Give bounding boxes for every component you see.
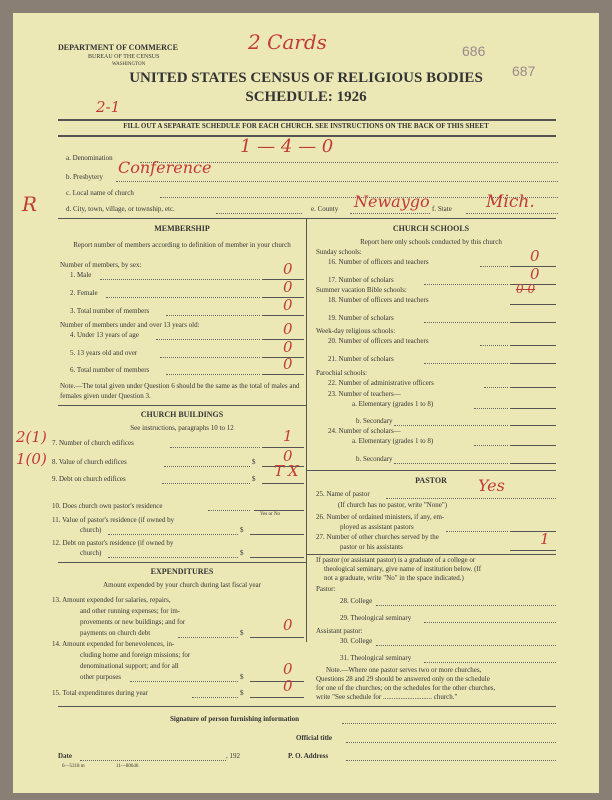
q2-dots	[106, 297, 260, 298]
header-rule-top	[58, 119, 556, 121]
instruction-line: FILL OUT A SEPARATE SCHEDULE FOR EACH CHURCH. SEE INSTRUCTIONS ON THE BACK OF THIS SHEET	[123, 122, 489, 130]
q3-value: 0	[283, 296, 293, 314]
q26-label-cont: ployed as assistant pastors	[340, 523, 414, 531]
by-sex-label: Number of members, by sex:	[60, 261, 142, 269]
q10-dots	[208, 510, 250, 511]
county-line	[350, 213, 430, 214]
q7-label: 7. Number of church edifices	[52, 439, 134, 447]
date-line	[80, 760, 226, 761]
q21-dots	[424, 363, 508, 364]
q24b-dots	[394, 463, 508, 464]
q12-label: 12. Debt on pastor's residence (if owned by	[52, 539, 174, 547]
q4-dots	[156, 339, 260, 340]
q15-value: 0	[283, 677, 293, 695]
q1-value: 0	[283, 260, 293, 278]
q28-label: 28. College	[340, 597, 373, 605]
body-top-rule	[58, 218, 556, 219]
pastor-title: PASTOR	[415, 476, 447, 485]
column-divider	[306, 218, 307, 642]
q5-value: 0	[283, 338, 293, 356]
q25-note: (If church has no pastor, write "None")	[338, 501, 448, 509]
q24-label: 24. Number of scholars—	[328, 427, 401, 435]
q11-label-cont: church)	[80, 526, 102, 534]
pastor-note-1: Note.—Where one pastor serves two or more churches,	[326, 666, 482, 674]
q15-dots	[192, 697, 238, 698]
q4-label: 4. Under 13 years of age	[70, 331, 139, 339]
q16-label: 16. Number of officers and teachers	[328, 258, 429, 266]
dept-label: DEPARTMENT OF COMMERCE	[58, 43, 179, 52]
q23b-answer-line	[510, 425, 556, 426]
q30-label: 30. College	[340, 637, 373, 645]
q9-dollar: $	[252, 475, 256, 483]
q20-dots	[480, 345, 508, 346]
q7-value: 1	[283, 427, 293, 445]
q23b-dots	[394, 425, 508, 426]
schools-bottom-rule	[306, 470, 556, 471]
membership-title: MEMBERSHIP	[154, 224, 210, 233]
state-label: f. State	[432, 205, 452, 213]
pastor-note-2: Questions 28 and 29 should be answered only on the schedule	[316, 675, 490, 683]
footer-top-rule	[58, 706, 556, 707]
q9-value: TX	[274, 462, 303, 480]
state-line	[466, 213, 558, 214]
q22-label: 22. Number of administrative officers	[328, 379, 434, 387]
q12-answer-line	[250, 557, 304, 558]
q1-label: 1. Male	[70, 271, 92, 279]
q8-dots	[164, 466, 250, 467]
q25-label: 25. Name of pastor	[316, 490, 370, 498]
q24b-label: b. Secondary	[356, 455, 393, 463]
q24a-label: a. Elementary (grades 1 to 8)	[352, 437, 434, 445]
q5-label: 5. 13 years old and over	[70, 349, 138, 357]
membership-intro: Report number of members according to definition of member in your church	[73, 241, 291, 249]
q14-dollar: $	[240, 673, 244, 681]
grad-note-2: theological seminary, give name of institution below. (If	[324, 565, 482, 573]
q29-line	[424, 622, 556, 623]
signature-line	[342, 723, 556, 724]
asst-pastor-label: Assistant pastor:	[316, 627, 363, 635]
q31-line	[424, 662, 556, 663]
q18-label: 18. Number of officers and teachers	[328, 296, 429, 304]
presbytery-value: Conference	[118, 158, 212, 177]
page-title: UNITED STATES CENSUS OF RELIGIOUS BODIES	[129, 70, 483, 86]
grad-note-1: If pastor (or assistant pastor) is a graduate of a college or	[316, 556, 476, 564]
q19-dots	[424, 322, 508, 323]
membership-bottom-rule	[58, 405, 306, 406]
q16-dots	[480, 266, 508, 267]
q25-value: Yes	[478, 476, 505, 495]
q3-dots	[166, 315, 260, 316]
city-field-label: d. City, town, village, or township, etc.	[66, 205, 175, 213]
q10-answer-line	[254, 510, 304, 511]
q3-answer-line	[262, 315, 304, 316]
q20-label: 20. Number of officers and teachers	[328, 337, 429, 345]
q25-line	[386, 498, 556, 499]
parochial-label: Parochial schools:	[316, 369, 368, 377]
age-heading: Number of members under and over 13 years old:	[60, 321, 200, 329]
q26-label: 26. Number of ordained ministers, if any, em-	[316, 513, 445, 521]
q19-answer-line	[510, 322, 556, 323]
official-title-label: Official title	[296, 734, 332, 742]
q13-line1: 13. Amount expended for salaries, repairs,	[52, 596, 171, 604]
q13-answer-line	[250, 637, 304, 638]
q17-value: 0	[530, 265, 540, 283]
code-annotation: 2-1	[96, 98, 121, 116]
expenditures-title: EXPENDITURES	[150, 567, 214, 576]
q18-value: 0 0	[516, 282, 536, 296]
summer-label: Summer vacation Bible schools:	[316, 286, 407, 294]
q9-dots	[162, 483, 250, 484]
q3-label: 3. Total number of members	[70, 307, 150, 315]
q2-label: 2. Female	[70, 289, 98, 297]
weekday-label: Week-day religious schools:	[316, 327, 396, 335]
q6-answer-line	[262, 374, 304, 375]
q7-dots	[170, 447, 260, 448]
q2-value: 0	[283, 278, 293, 296]
q19-label: 19. Number of scholars	[328, 314, 394, 322]
circled-r-annotation: R	[22, 192, 38, 216]
county-label: e. County	[311, 205, 339, 213]
q1-dots	[100, 279, 260, 280]
schools-title: CHURCH SCHOOLS	[392, 224, 470, 233]
state-value: Mich.	[486, 192, 535, 212]
q12-dots	[108, 557, 238, 558]
form-number: 6—5318 m	[62, 764, 85, 769]
q21-answer-line	[510, 363, 556, 364]
q27-label-cont: pastor or his assistants	[340, 543, 403, 551]
edifice-code: 2(1)	[16, 428, 47, 446]
q10-label: 10. Does church own pastor's residence	[52, 502, 163, 510]
official-title-line	[346, 742, 556, 743]
q23b-label: b. Secondary	[356, 417, 393, 425]
q24a-dots	[474, 445, 508, 446]
q11-dots	[108, 534, 238, 535]
q11-dollar: $	[240, 526, 244, 534]
q15-dollar: $	[240, 689, 244, 697]
city-label: WASHINGTON	[112, 62, 146, 67]
page-number-687: 687	[512, 63, 536, 79]
q23-label: 23. Number of teachers—	[328, 390, 401, 398]
schedule-subtitle: SCHEDULE: 1926	[245, 89, 367, 105]
q24a-answer-line	[510, 445, 556, 446]
q12-dollar: $	[240, 549, 244, 557]
q13-dollar: $	[240, 629, 244, 637]
q27-label: 27. Number of other churches served by the	[316, 533, 439, 541]
q23a-label: a. Elementary (grades 1 to 8)	[352, 400, 434, 408]
q13-line2: and other running expenses; for im-	[80, 607, 181, 615]
schools-sub: Report here only schools conducted by this church	[360, 238, 502, 246]
pastor-sub-label: Pastor:	[316, 585, 336, 593]
grad-note-3: not a graduate, write "No" in the space indicated.)	[324, 574, 464, 582]
page-number-686: 686	[462, 43, 486, 59]
local-name-label: c. Local name of church	[66, 189, 134, 197]
q27-answer-line	[510, 550, 556, 551]
q18-answer-line	[510, 304, 556, 305]
q16-value: 0	[530, 247, 540, 265]
cards-annotation: 2 Cards	[248, 30, 327, 54]
q5-dots	[160, 357, 260, 358]
q30-line	[376, 645, 556, 646]
q23a-answer-line	[510, 408, 556, 409]
q6-label: 6. Total number of members	[70, 366, 150, 374]
q29-label: 29. Theological seminary	[340, 614, 412, 622]
membership-note: Note.—The total given under Question 6 should be the same as the total of males and females given under Question 3.	[60, 382, 300, 400]
q4-value: 0	[283, 320, 293, 338]
q14-answer-line	[250, 681, 304, 682]
q13-value: 0	[283, 616, 293, 634]
pastor-note-4: write "See schedule for ............................ church."	[316, 693, 458, 701]
address-label: P. O. Address	[288, 752, 329, 760]
year-label: , 192	[226, 752, 240, 760]
q21-label: 21. Number of scholars	[328, 355, 394, 363]
q28-line	[376, 605, 556, 606]
q27-value: 1	[540, 530, 550, 548]
q12-label-cont: church)	[80, 549, 102, 557]
q13-line3: provements or new buildings; and for	[80, 618, 186, 626]
pastor-note-3: for one of the churches; on the schedules for the other churches,	[316, 684, 496, 692]
q8-label: 8. Value of church edifices	[52, 458, 127, 466]
q13-line4: payments on church debt	[80, 629, 151, 637]
county-value: Newaygo	[354, 192, 430, 211]
q9-answer-line	[262, 483, 304, 484]
pastor-grad-rule	[306, 554, 556, 555]
q9-label: 9. Debt on church edifices	[52, 475, 126, 483]
bureau-label: BUREAU OF THE CENSUS	[88, 54, 160, 60]
q14-line1: 14. Amount expended for benevolences, in-	[52, 640, 175, 648]
q24b-answer-line	[510, 463, 556, 464]
presbytery-label: b. Presbytery	[66, 173, 103, 181]
q15-answer-line	[250, 697, 304, 698]
q17-label: 17. Number of scholars	[328, 276, 394, 284]
q26-dots	[446, 531, 508, 532]
q14-dots	[130, 681, 238, 682]
q6-value: 0	[283, 355, 293, 373]
q11-label: 11. Value of pastor's residence (if owned by	[52, 516, 175, 524]
q17-dots	[424, 284, 508, 285]
signature-label: Signature of person furnishing information	[170, 715, 299, 723]
denomination-code: 1 — 4 — 0	[240, 136, 334, 157]
buildings-bottom-rule	[58, 562, 306, 563]
buildings-sub: See instructions, paragraphs 10 to 12	[130, 424, 234, 432]
q14-line2: cluding home and foreign missions; for	[80, 651, 191, 659]
q23a-dots	[474, 408, 508, 409]
date-label: Date	[58, 752, 72, 760]
city-line	[216, 213, 302, 214]
yes-no-hint: Yes or No	[260, 512, 281, 517]
q6-dots	[166, 374, 260, 375]
q11-answer-line	[250, 534, 304, 535]
value-code: 1(0)	[16, 450, 47, 468]
presbytery-line	[116, 181, 558, 182]
q8-dollar: $	[252, 458, 256, 466]
q22-answer-line	[510, 387, 556, 388]
q14-line3: denominational support; and for all	[80, 662, 179, 670]
buildings-title: CHURCH BUILDINGS	[140, 410, 224, 419]
q22-dots	[484, 387, 508, 388]
q14-line4: other purposes	[80, 673, 122, 681]
q31-label: 31. Theological seminary	[340, 654, 412, 662]
denomination-label: a. Denomination	[66, 154, 113, 162]
q14-value: 0	[283, 660, 293, 678]
q8-value: 0	[283, 447, 293, 465]
q20-answer-line	[510, 345, 556, 346]
q15-label: 15. Total expenditures during year	[52, 689, 148, 697]
sunday-label: Sunday schools:	[316, 248, 362, 256]
print-number: 11—80646	[116, 764, 139, 769]
expenditures-sub: Amount expended by your church during last fiscal year	[103, 581, 261, 589]
address-line	[346, 760, 556, 761]
q13-dots	[178, 637, 238, 638]
